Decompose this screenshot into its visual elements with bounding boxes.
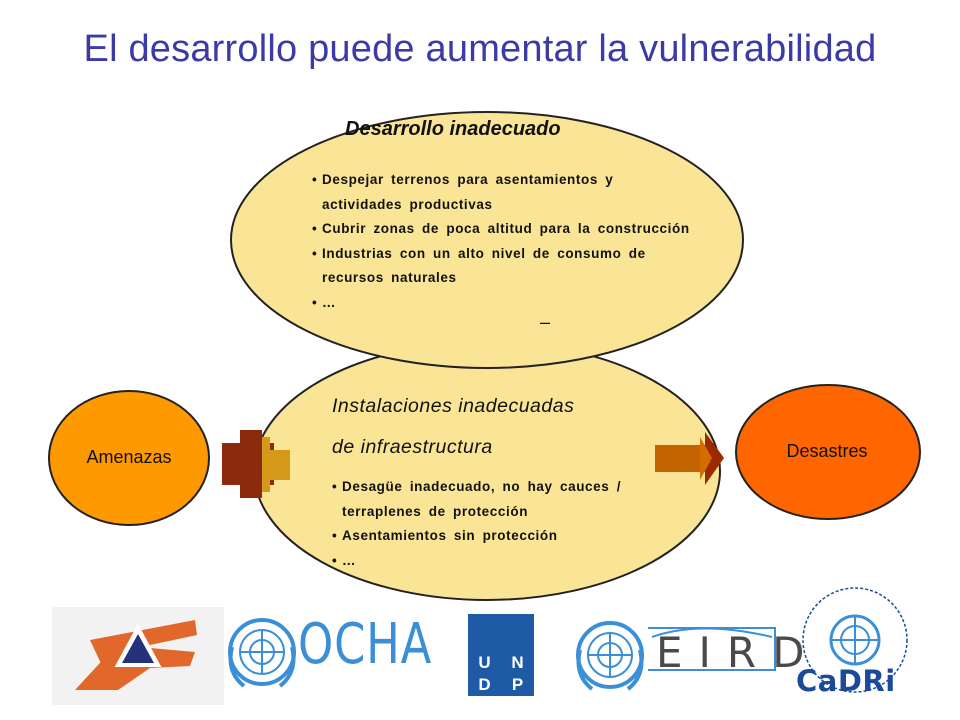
bottom-bullet-2: • Asentamientos sin protección	[332, 524, 672, 549]
undp-letter-u: U	[469, 653, 500, 673]
desastres-label: Desastres	[786, 441, 868, 461]
bottom-oval-heading-line2: de infraestructura	[332, 436, 493, 458]
bottom-oval-heading	[332, 386, 574, 468]
bottom-oval-bullets	[332, 475, 672, 573]
logo-1-symbol	[52, 607, 224, 705]
top-bullet-1: • Despejar terrenos para asentamientos y actividades productivas	[312, 168, 742, 217]
undp-logo	[468, 614, 534, 696]
ocha-logo-text: OCHA	[298, 612, 433, 677]
cadri-logo-text: CaDRi	[796, 664, 896, 698]
page-title: El desarrollo puede aumentar la vulnerabilidad	[83, 28, 877, 70]
eird-logo-text: EIRD	[656, 628, 821, 677]
un-emblem-ocha	[230, 620, 294, 686]
bottom-bullet-1: • Desagüe inadecuado, no hay cauces / terraplenes de protección	[332, 475, 672, 524]
dash-mark: –	[540, 312, 551, 332]
top-bullet-3: • Industrias con un alto nivel de consumo de recursos naturales	[312, 242, 742, 291]
undp-letter-p: P	[502, 675, 533, 695]
un-emblem-eird	[578, 623, 642, 689]
amenazas-label: Amenazas	[86, 447, 172, 467]
undp-letter-d: D	[469, 675, 500, 695]
undp-letter-n: N	[502, 653, 533, 673]
top-bullet-4: • …	[312, 291, 742, 316]
bottom-oval-heading-line1: Instalaciones inadecuadas	[332, 395, 575, 417]
top-oval-bullets	[312, 168, 742, 315]
top-bullet-2: • Cubrir zonas de poca altitud para la construcción	[312, 217, 742, 242]
bottom-bullet-3: • …	[332, 549, 672, 574]
top-oval-heading: Desarrollo inadecuado	[345, 118, 561, 140]
